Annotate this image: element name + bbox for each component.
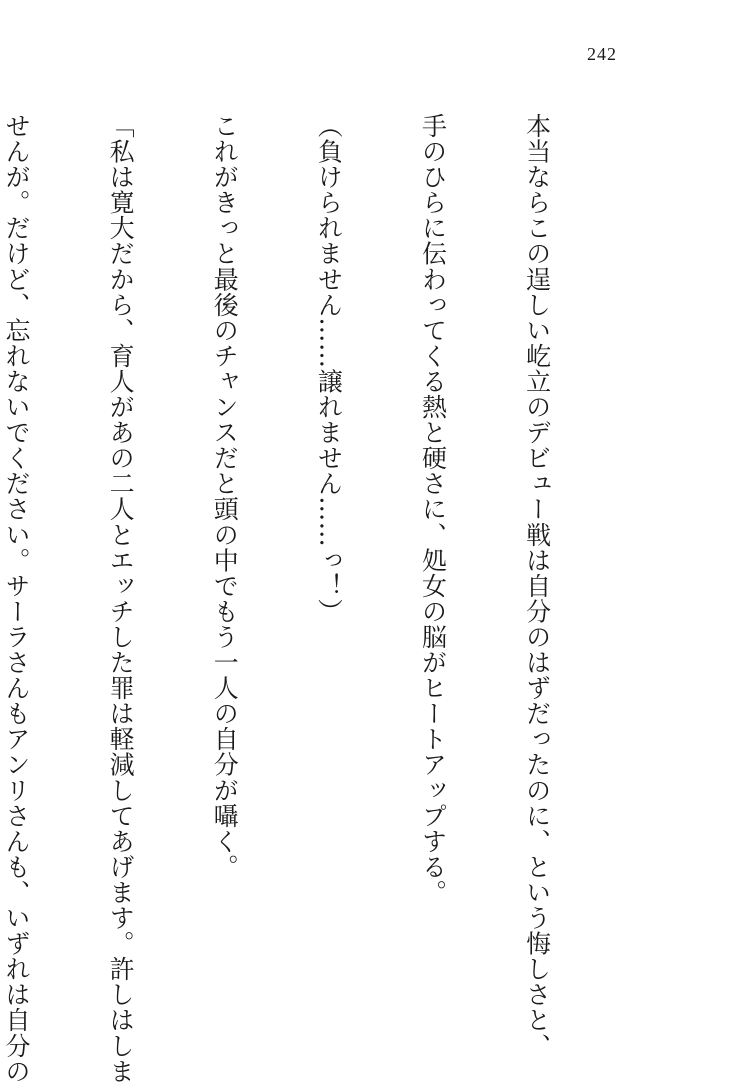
page-number: 242 xyxy=(587,44,617,64)
text-line: 手のひらに伝わってくる熱と硬さに、処女の脳がヒートアップする。 xyxy=(418,113,448,906)
text-line: 「私は寛大だから、育人があの二人とエッチした罪は軽減してあげます。許しはしま xyxy=(106,113,136,1084)
text-line: 本当ならこの逞しい屹立のデビュー戦は自分のはずだったのに、という悔しさと、 xyxy=(522,113,552,1059)
text-line: せんが。だけど、忘れないでください。サーラさんもアンリさんも、いずれは自分の xyxy=(2,113,32,1084)
text-line: （負けられません……譲れません……っ！） xyxy=(314,113,344,624)
vertical-text-body xyxy=(0,113,623,1084)
text-line: これがきっと最後のチャンスだと頭の中でもう一人の自分が囁く。 xyxy=(210,113,240,880)
